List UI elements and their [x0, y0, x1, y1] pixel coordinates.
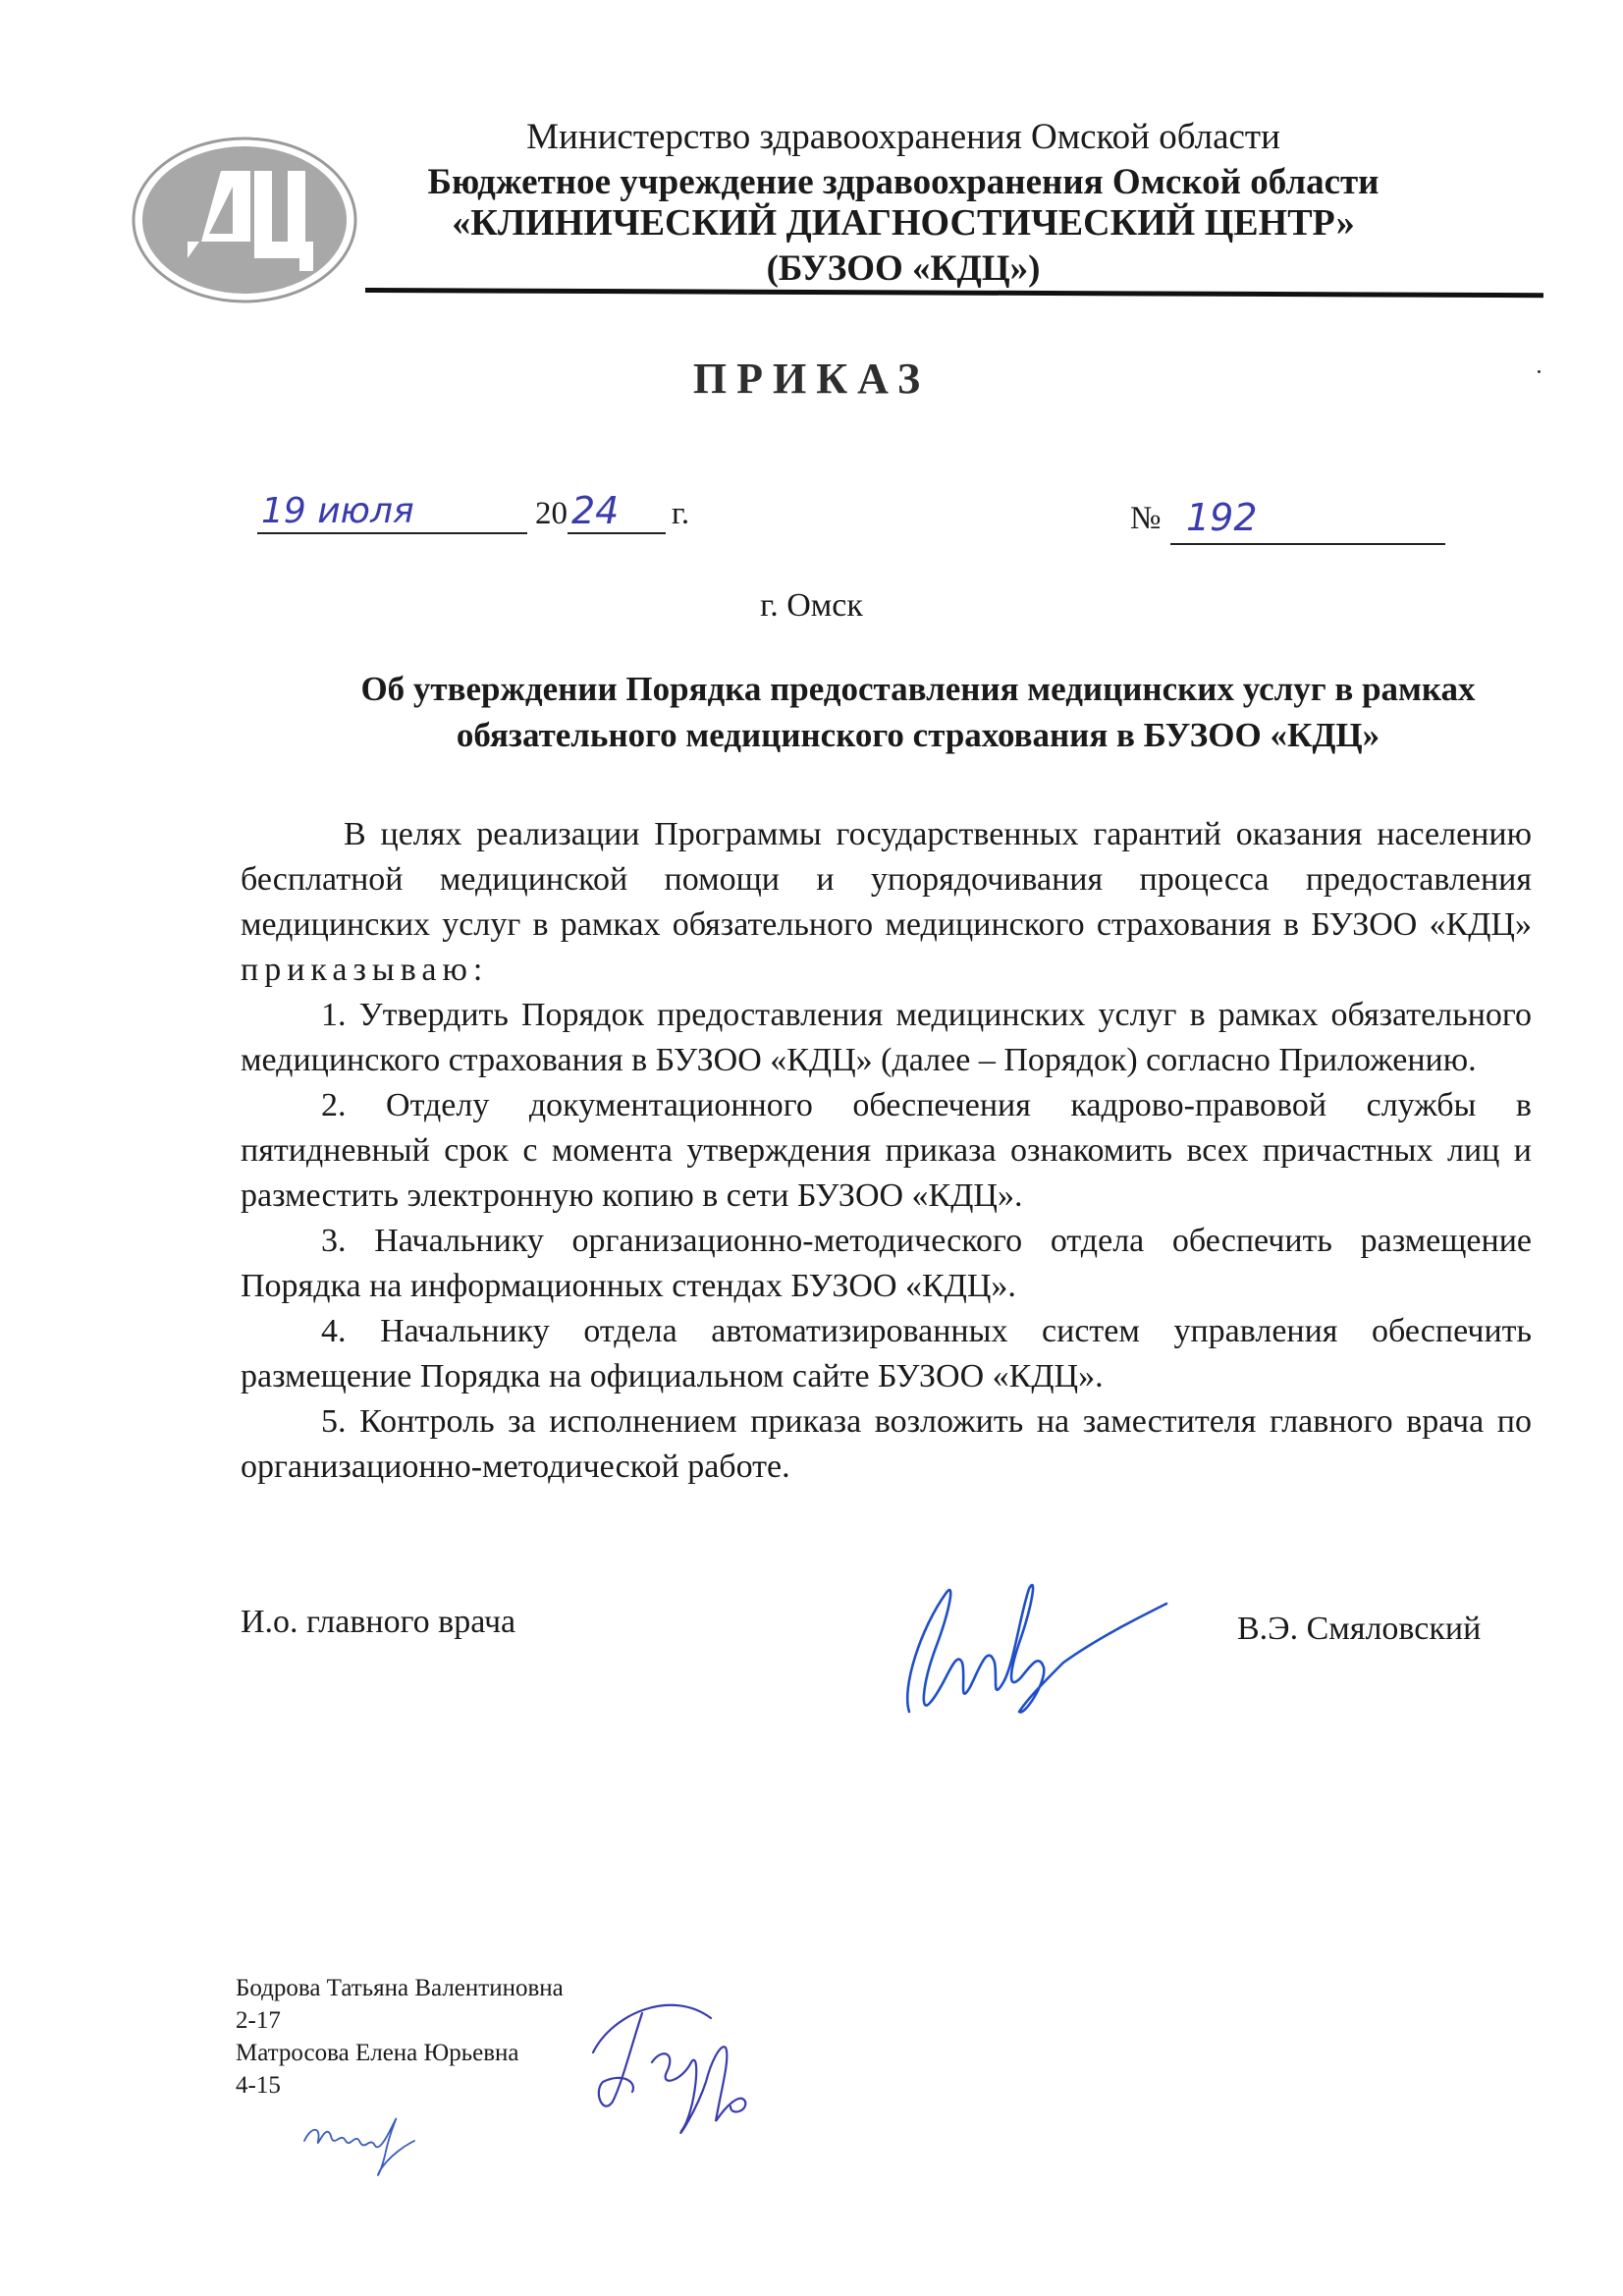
institution-name: Бюджетное учреждение здравоохранения Омской области	[427, 162, 1380, 202]
order-item: 1. Утвердить Порядок предоставления медицинских услуг в рамках обязательного медицинского страхования в БУЗОО «КДЦ» (далее – Порядок) согласно Приложению.	[241, 997, 1532, 1078]
handwritten-signature	[901, 1569, 1196, 1726]
preamble-text: В целях реализации Программы государственных гарантий оказания населению бесплатной медицинской помощи и упорядочивания процесса предоставления медицинских услуг в рамках обязательного медицинского страхования в БУЗОО «КДЦ»	[241, 816, 1532, 943]
date-day-month: 19 июля	[257, 491, 527, 534]
scan-speck	[1538, 370, 1541, 373]
document-type-title: ПРИКАЗ	[692, 355, 931, 403]
number-sign: №	[1130, 501, 1162, 536]
center-name: «КЛИНИЧЕСКИЙ ДИАГНОСТИЧЕСКИЙ ЦЕНТР»	[452, 202, 1355, 244]
executor-name: Матросова Елена Юрьевна	[236, 2040, 519, 2066]
approval-signature-matrosova	[297, 2102, 434, 2185]
signatory-role: И.о. главного врача	[241, 1604, 516, 1640]
signatory-name: В.Э. Смяловский	[1237, 1611, 1482, 1647]
executors-block	[236, 1972, 564, 2102]
subject-line-1: Об утверждении Порядка предоставления медицинских услуг в рамках	[360, 670, 1476, 708]
order-item: 5. Контроль за исполнением приказа возложить на заместителя главного врача по организационно-методической работе.	[241, 1403, 1532, 1485]
order-word: приказываю:	[241, 952, 489, 988]
order-item: 3. Начальнику организационно-методического отдела обеспечить размещение Порядка на информационных стендах БУЗОО «КДЦ».	[241, 1223, 1532, 1304]
approval-signature-bodrova	[583, 1994, 760, 2141]
date-year-suffix: 24	[568, 489, 666, 534]
executor-phone: 2-17	[236, 2007, 281, 2034]
logo-emblem	[131, 136, 358, 304]
executor-name: Бодрова Татьяна Валентиновна	[236, 1975, 564, 2001]
document-number: 192	[1170, 496, 1445, 545]
order-item: 2. Отделу документационного обеспечения кадрово-правовой службы в пятидневный срок с момента утверждения приказа ознакомить всех причастных лиц и разместить электронную копию в сети БУЗОО «КДЦ».	[241, 1087, 1532, 1214]
subject-line-2: обязательного медицинского страхования в БУЗОО «КДЦ»	[456, 716, 1380, 754]
order-item: 4. Начальнику отдела автоматизированных систем управления обеспечить размещение Порядка на официальном сайте БУЗОО «КДЦ».	[241, 1313, 1532, 1394]
document-subject	[285, 666, 1551, 758]
date-year-prefix: 20	[535, 496, 568, 531]
institution-abbreviation: (БУЗОО «КДЦ»)	[766, 248, 1041, 289]
document-body	[241, 812, 1532, 1490]
preamble	[241, 812, 1532, 993]
ministry-name: Министерство здравоохранения Омской области	[526, 117, 1280, 157]
executor-phone: 4-15	[236, 2072, 281, 2099]
date-suffix: г.	[672, 496, 690, 531]
city: г. Омск	[760, 587, 863, 624]
